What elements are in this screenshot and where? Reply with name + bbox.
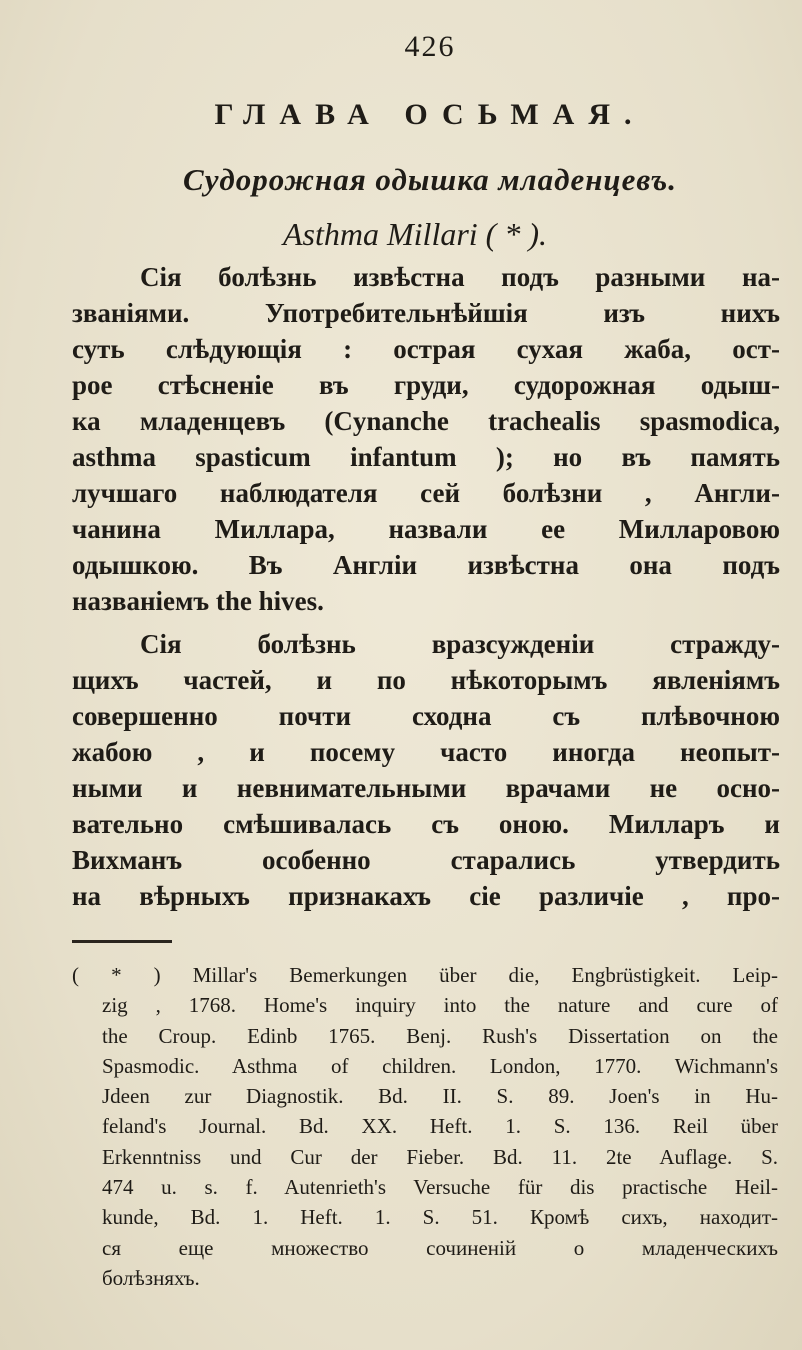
- text-line: asthma spasticum infantum ); но въ память: [72, 442, 780, 472]
- text-line: совершенно почти сходна съ плѣвочною: [72, 701, 780, 731]
- footnote-line: feland's Journal. Bd. XX. Heft. 1. S. 136. Reil über: [102, 1114, 778, 1139]
- text-line: Сія болѣзнь вразсужденіи стражду-: [140, 629, 780, 659]
- text-line: рое стѣсненіе въ груди, судорожная одыш-: [72, 370, 780, 400]
- footnote-rule: [72, 940, 172, 943]
- chapter-title: ГЛАВА ОСЬМАЯ.: [214, 98, 646, 131]
- text-line: на вѣрныхъ признакахъ сіе различіе , про-: [72, 881, 780, 911]
- section-subtitle: Судорожная одышка младенцевъ.: [183, 162, 677, 197]
- latin-title: Asthma Millari ( * ).: [283, 216, 547, 252]
- text-line: щихъ частей, и по нѣкоторымъ явленіямъ: [72, 665, 780, 695]
- text-line: суть слѣдующія : острая сухая жаба, ост-: [72, 334, 780, 364]
- footnote-line: zig , 1768. Home's inquiry into the nature and cure of: [102, 993, 778, 1018]
- text-line: одышкою. Въ Англіи извѣстна она подъ: [72, 550, 780, 580]
- text-line: жабою , и посему часто иногда неопыт-: [72, 737, 780, 767]
- text-line: ка младенцевъ (Cynanche trachealis spasmodica,: [72, 406, 780, 436]
- footnote-line: Jdeen zur Diagnostik. Bd. II. S. 89. Joen's in Hu-: [102, 1084, 778, 1109]
- footnote-line: Erkenntniss und Cur der Fieber. Bd. 11. 2te Auflage. S.: [102, 1144, 778, 1169]
- footnote-line: ся еще множество сочиненій о младенческихъ: [102, 1235, 778, 1260]
- text-line: чанина Миллара, назвали ее Милларовою: [72, 514, 780, 544]
- text-line: званіями. Употребительнѣйшія изъ нихъ: [72, 298, 780, 328]
- text-line: Вихманъ особенно старались утвердить: [72, 845, 780, 875]
- footnote-line: ( * ) Millar's Bemerkungen über die, Engbrüstigkeit. Leip-: [72, 963, 778, 987]
- footnote-line: 474 u. s. f. Autenrieth's Versuche für dis practische Heil-: [102, 1175, 778, 1200]
- paragraph-2: [72, 626, 780, 914]
- text-line: ными и невнимательными врачами не осно-: [72, 773, 780, 803]
- footnote: [72, 960, 778, 1293]
- text-line: лучшаго наблюдателя сей болѣзни , Англи-: [72, 478, 780, 508]
- text-line: названіемъ the hives.: [72, 586, 324, 616]
- footnote-line: kunde, Bd. 1. Heft. 1. S. 51. Кромѣ сихъ, находит-: [102, 1205, 778, 1230]
- paragraph-1: [72, 259, 780, 619]
- text-line: вательно смѣшивалась съ оною. Милларъ и: [72, 809, 780, 839]
- footnote-line: the Croup. Edinb 1765. Benj. Rush's Dissertation on the: [102, 1023, 778, 1048]
- footnote-line: Spasmodic. Asthma of children. London, 1770. Wichmann's: [102, 1053, 778, 1078]
- page-number: 426: [404, 30, 456, 63]
- footnote-line: болѣзняхъ.: [102, 1265, 200, 1290]
- text-line: Сія болѣзнь извѣстна подъ разными на-: [140, 262, 780, 292]
